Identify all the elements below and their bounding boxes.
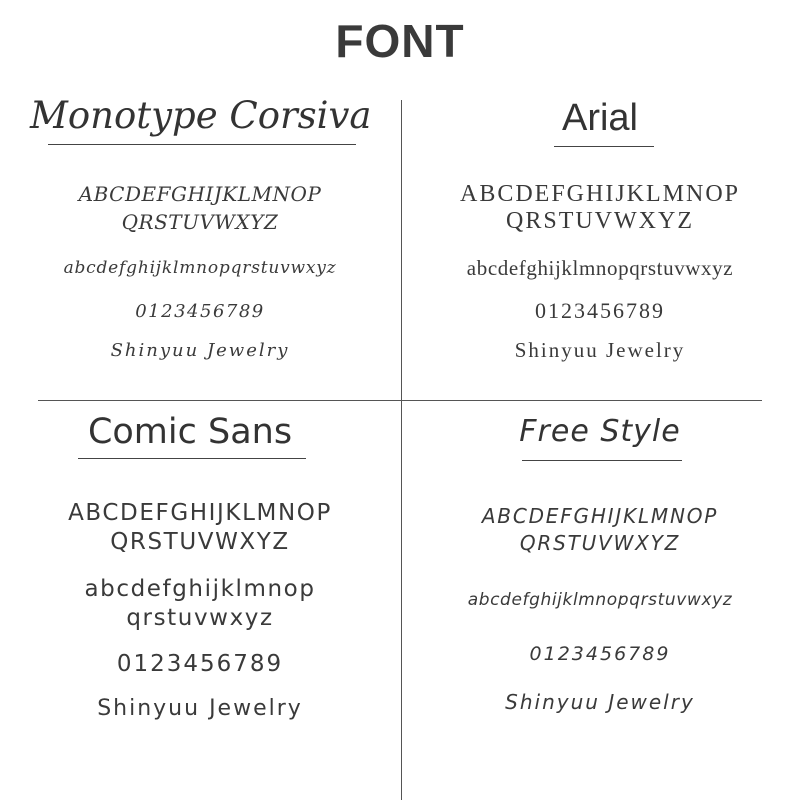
sample-text: Shinyuu Jewelry: [514, 338, 686, 362]
font-name-underline: [78, 458, 306, 459]
font-name: Monotype Corsiva: [30, 94, 372, 137]
digits-line: 0123456789: [116, 651, 284, 677]
uppercase-line-2: QRSTUVWXYZ: [121, 210, 279, 234]
lowercase-line: abcdefghijklmnopqrstuvwxyz: [63, 258, 337, 278]
horizontal-divider: [38, 400, 762, 401]
font-name: Comic Sans: [87, 412, 293, 452]
digits-line: 0123456789: [529, 643, 671, 665]
vertical-divider: [401, 100, 402, 800]
sample-text: Shinyuu Jewelry: [110, 340, 290, 361]
uppercase-line-1: ABCDEFGHIJKLMNOP: [78, 182, 322, 206]
lowercase-line-2: qrstuvwxyz: [126, 605, 274, 631]
font-name-underline: [522, 460, 682, 461]
lowercase-line-1: abcdefghijklmnop: [84, 576, 316, 602]
sample-text: Shinyuu Jewelry: [505, 690, 695, 714]
uppercase-line-2: QRSTUVWXYZ: [506, 208, 694, 234]
uppercase-line-1: ABCDEFGHIJKLMNOP: [481, 504, 719, 528]
page-title: FONT: [335, 15, 465, 67]
uppercase-line-1: ABCDEFGHIJKLMNOP: [459, 181, 741, 207]
font-name-underline: [554, 146, 654, 147]
sample-text: Shinyuu Jewelry: [97, 696, 303, 721]
uppercase-line-1: ABCDEFGHIJKLMNOP: [68, 500, 332, 526]
uppercase-line-2: QRSTUVWXYZ: [519, 531, 681, 555]
digits-line: 0123456789: [535, 298, 665, 323]
font-name-underline: [48, 144, 356, 145]
digits-line: 0123456789: [135, 301, 265, 322]
font-name: Free Style: [519, 414, 681, 449]
lowercase-line: abcdefghijklmnopqrstuvwxyz: [467, 590, 733, 610]
lowercase-line: abcdefghijklmnopqrstuvwxyz: [466, 256, 734, 280]
font-name: Arial: [561, 97, 639, 139]
uppercase-line-2: QRSTUVWXYZ: [110, 529, 290, 555]
